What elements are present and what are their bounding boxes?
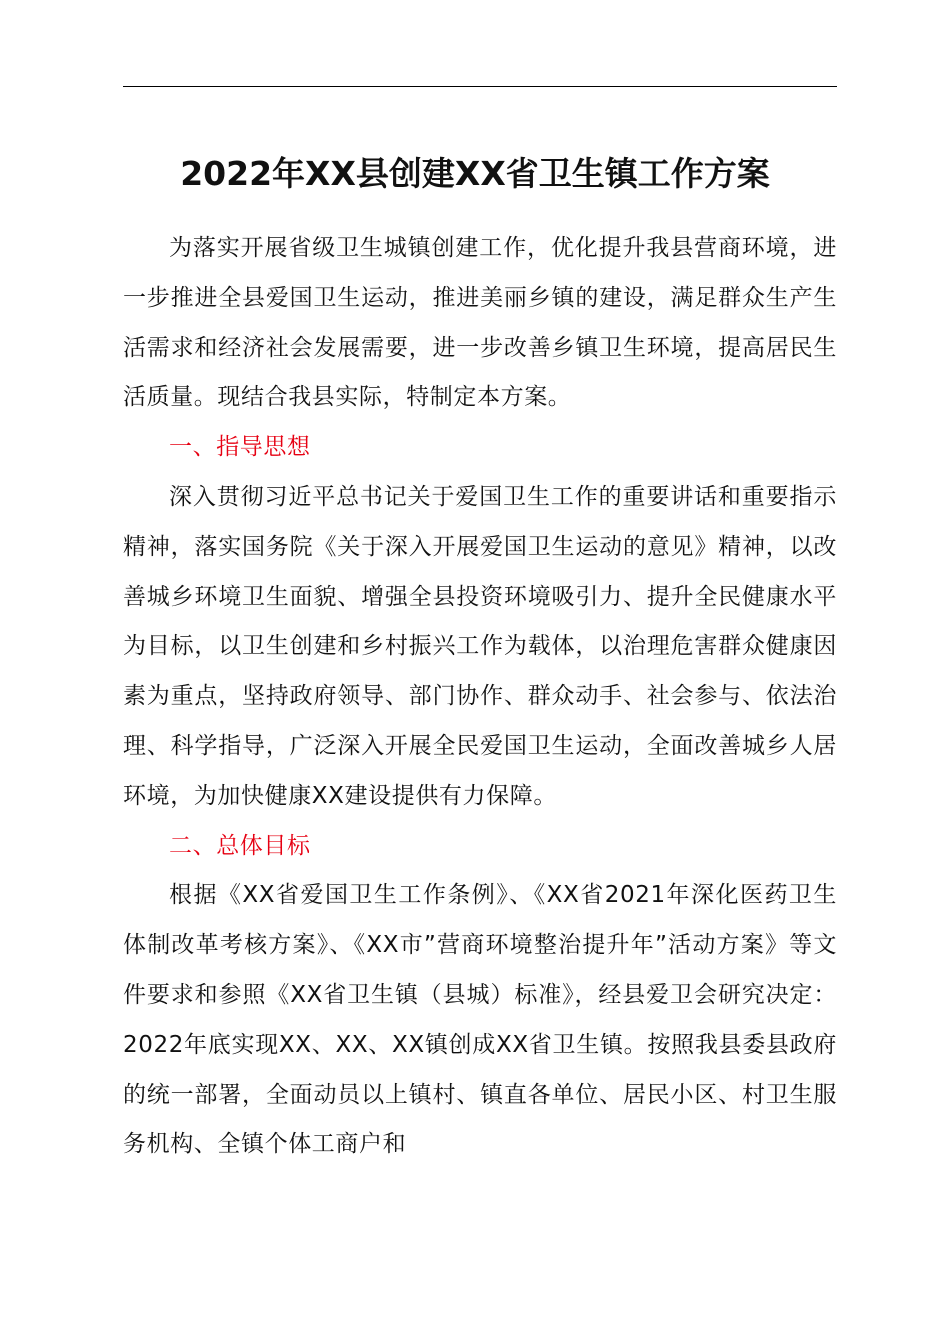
- document-body: [123, 224, 837, 1170]
- header-rule: [123, 86, 837, 87]
- intro-paragraph: 为落实开展省级卫生城镇创建工作，优化提升我县营商环境，进一步推进全县爱国卫生运动，推进美丽乡镇的建设，满足群众生产生活需求和经济社会发展需要，进一步改善乡镇卫生环境，提高居民生活质量。现结合我县实际，特制定本方案。: [123, 235, 837, 411]
- section-heading-guiding-ideology: 一、指导思想: [169, 434, 311, 461]
- section-paragraph-guiding-ideology: 深入贯彻习近平总书记关于爱国卫生工作的重要讲话和重要指示精神，落实国务院《关于深入开展爱国卫生运动的意见》精神，以改善城乡环境卫生面貌、增强全县投资环境吸引力、提升全民健康水平为目标，以卫生创建和乡村振兴工作为载体，以治理危害群众健康因素为重点，坚持政府领导、部门协作、群众动手、社会参与、依法治理、科学指导，广泛深入开展全民爱国卫生运动，全面改善城乡人居环境，为加快健康XX建设提供有力保障。: [123, 483, 837, 809]
- section-heading-overall-goal: 二、总体目标: [169, 832, 311, 859]
- section-paragraph-overall-goal: 根据《XX省爱国卫生工作条例》、《XX省2021年深化医药卫生体制改革考核方案》、《XX市”营商环境整治提升年”活动方案》等文件要求和参照《XX省卫生镇（县城）标准》，经县爱卫会研究决定：2022年底实现XX、XX、XX镇创成XX省卫生镇。按照我县委县政府的统一部署，全面动员以上镇村、镇直各单位、居民小区、村卫生服务机构、全镇个体工商户和: [123, 882, 837, 1158]
- document-title: 2022年XX县创建XX省卫生镇工作方案: [180, 154, 770, 193]
